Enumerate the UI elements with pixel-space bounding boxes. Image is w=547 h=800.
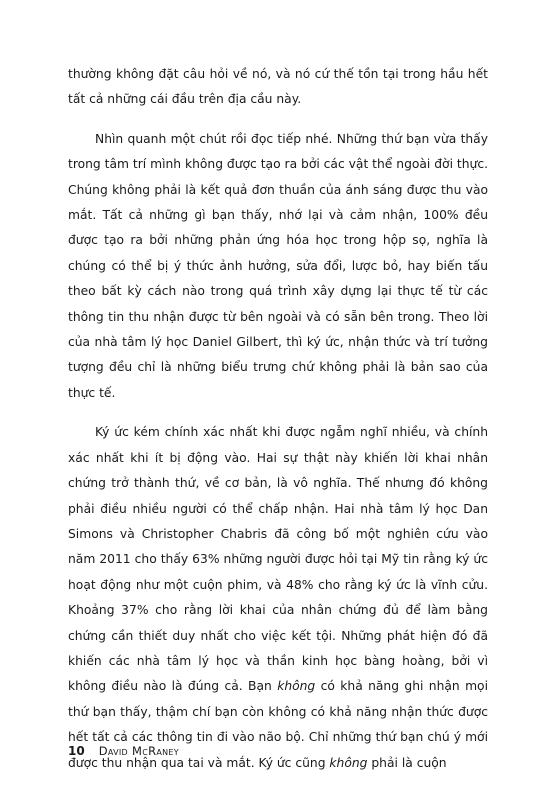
text-run: Ký ức kém chính xác nhất khi được ngẫm nghĩ nhiều, và chính xác nhất khi ít bị động vào. Hai sự thật này khiến lời khai nhân chứng trở thành thứ, về cơ bản, là vô nghĩa. Thế nhưng đó không phải điều nhiều người có thể chấp nhận. Hai nhà tâm lý học Dan Simons và Christopher Chabris đã công bố một nghiên cứu vào năm 2011 cho thấy 63% những người được hỏi tại Mỹ tin rằng ký ức hoạt động như một cuộn phim, và 48% cho rằng ký ức là vĩnh cửu. Khoảng 37% cho rằng lời khai của nhân chứng đủ để làm bằng chứng cần thiết duy nhất cho việc kết tội. Những phát hiện đó đã khiến các nhà tâm lý học và thần kinh học bàng hoàng, bởi vì không điều nào là đúng cả. Bạn <box>68 425 488 694</box>
emphasis-text: không <box>277 679 316 694</box>
running-author: David McRaney <box>98 744 179 758</box>
page-footer <box>68 744 179 758</box>
paragraph <box>68 127 488 406</box>
text-run: Nhìn quanh một chút rồi đọc tiếp nhé. Những thứ bạn vừa thấy trong tâm trí mình không được tạo ra bởi các vật thể ngoài đời thực. Chúng không phải là kết quả đơn thuần của ánh sáng được thu vào mắt. Tất cả những gì bạn thấy, nhớ lại và cảm nhận, 100% đều được tạo ra bởi những phản ứng hóa học trong hộp sọ, nghĩa là chúng có thể bị ý thức ảnh hưởng, sửa đổi, lược bỏ, hay biến tấu theo bất kỳ cách nào trong quá trình xây dựng lại thực tế từ các thông tin thu nhận được từ bên ngoài và có sẵn bên trong. Theo lời của nhà tâm lý học Daniel Gilbert, thì ký ức, nhận thức và trí tưởng tượng đều chỉ là những biểu trưng chứ không phải là bản sao của thực tế. <box>68 131 488 400</box>
text-run: có khả năng ghi nhận mọi thứ bạn thấy, thậm chí bạn còn không có khả năng nhận thức được hết tất cả các thông tin đi vào não bộ. Chỉ những thứ bạn chú ý mới được thu nhận qua tai và mắt. Ký ức cũng <box>68 679 488 770</box>
paragraph <box>68 62 488 113</box>
text-run: thường không đặt câu hỏi về nó, và nó cứ thế tồn tại trong hầu hết tất cả những cái đầu trên địa cầu này. <box>68 67 488 107</box>
page-number: 10 <box>68 744 85 758</box>
emphasis-text: không <box>329 755 368 770</box>
paragraph <box>68 420 488 776</box>
body-text <box>68 62 488 776</box>
text-run: phải là cuộn <box>367 755 447 770</box>
